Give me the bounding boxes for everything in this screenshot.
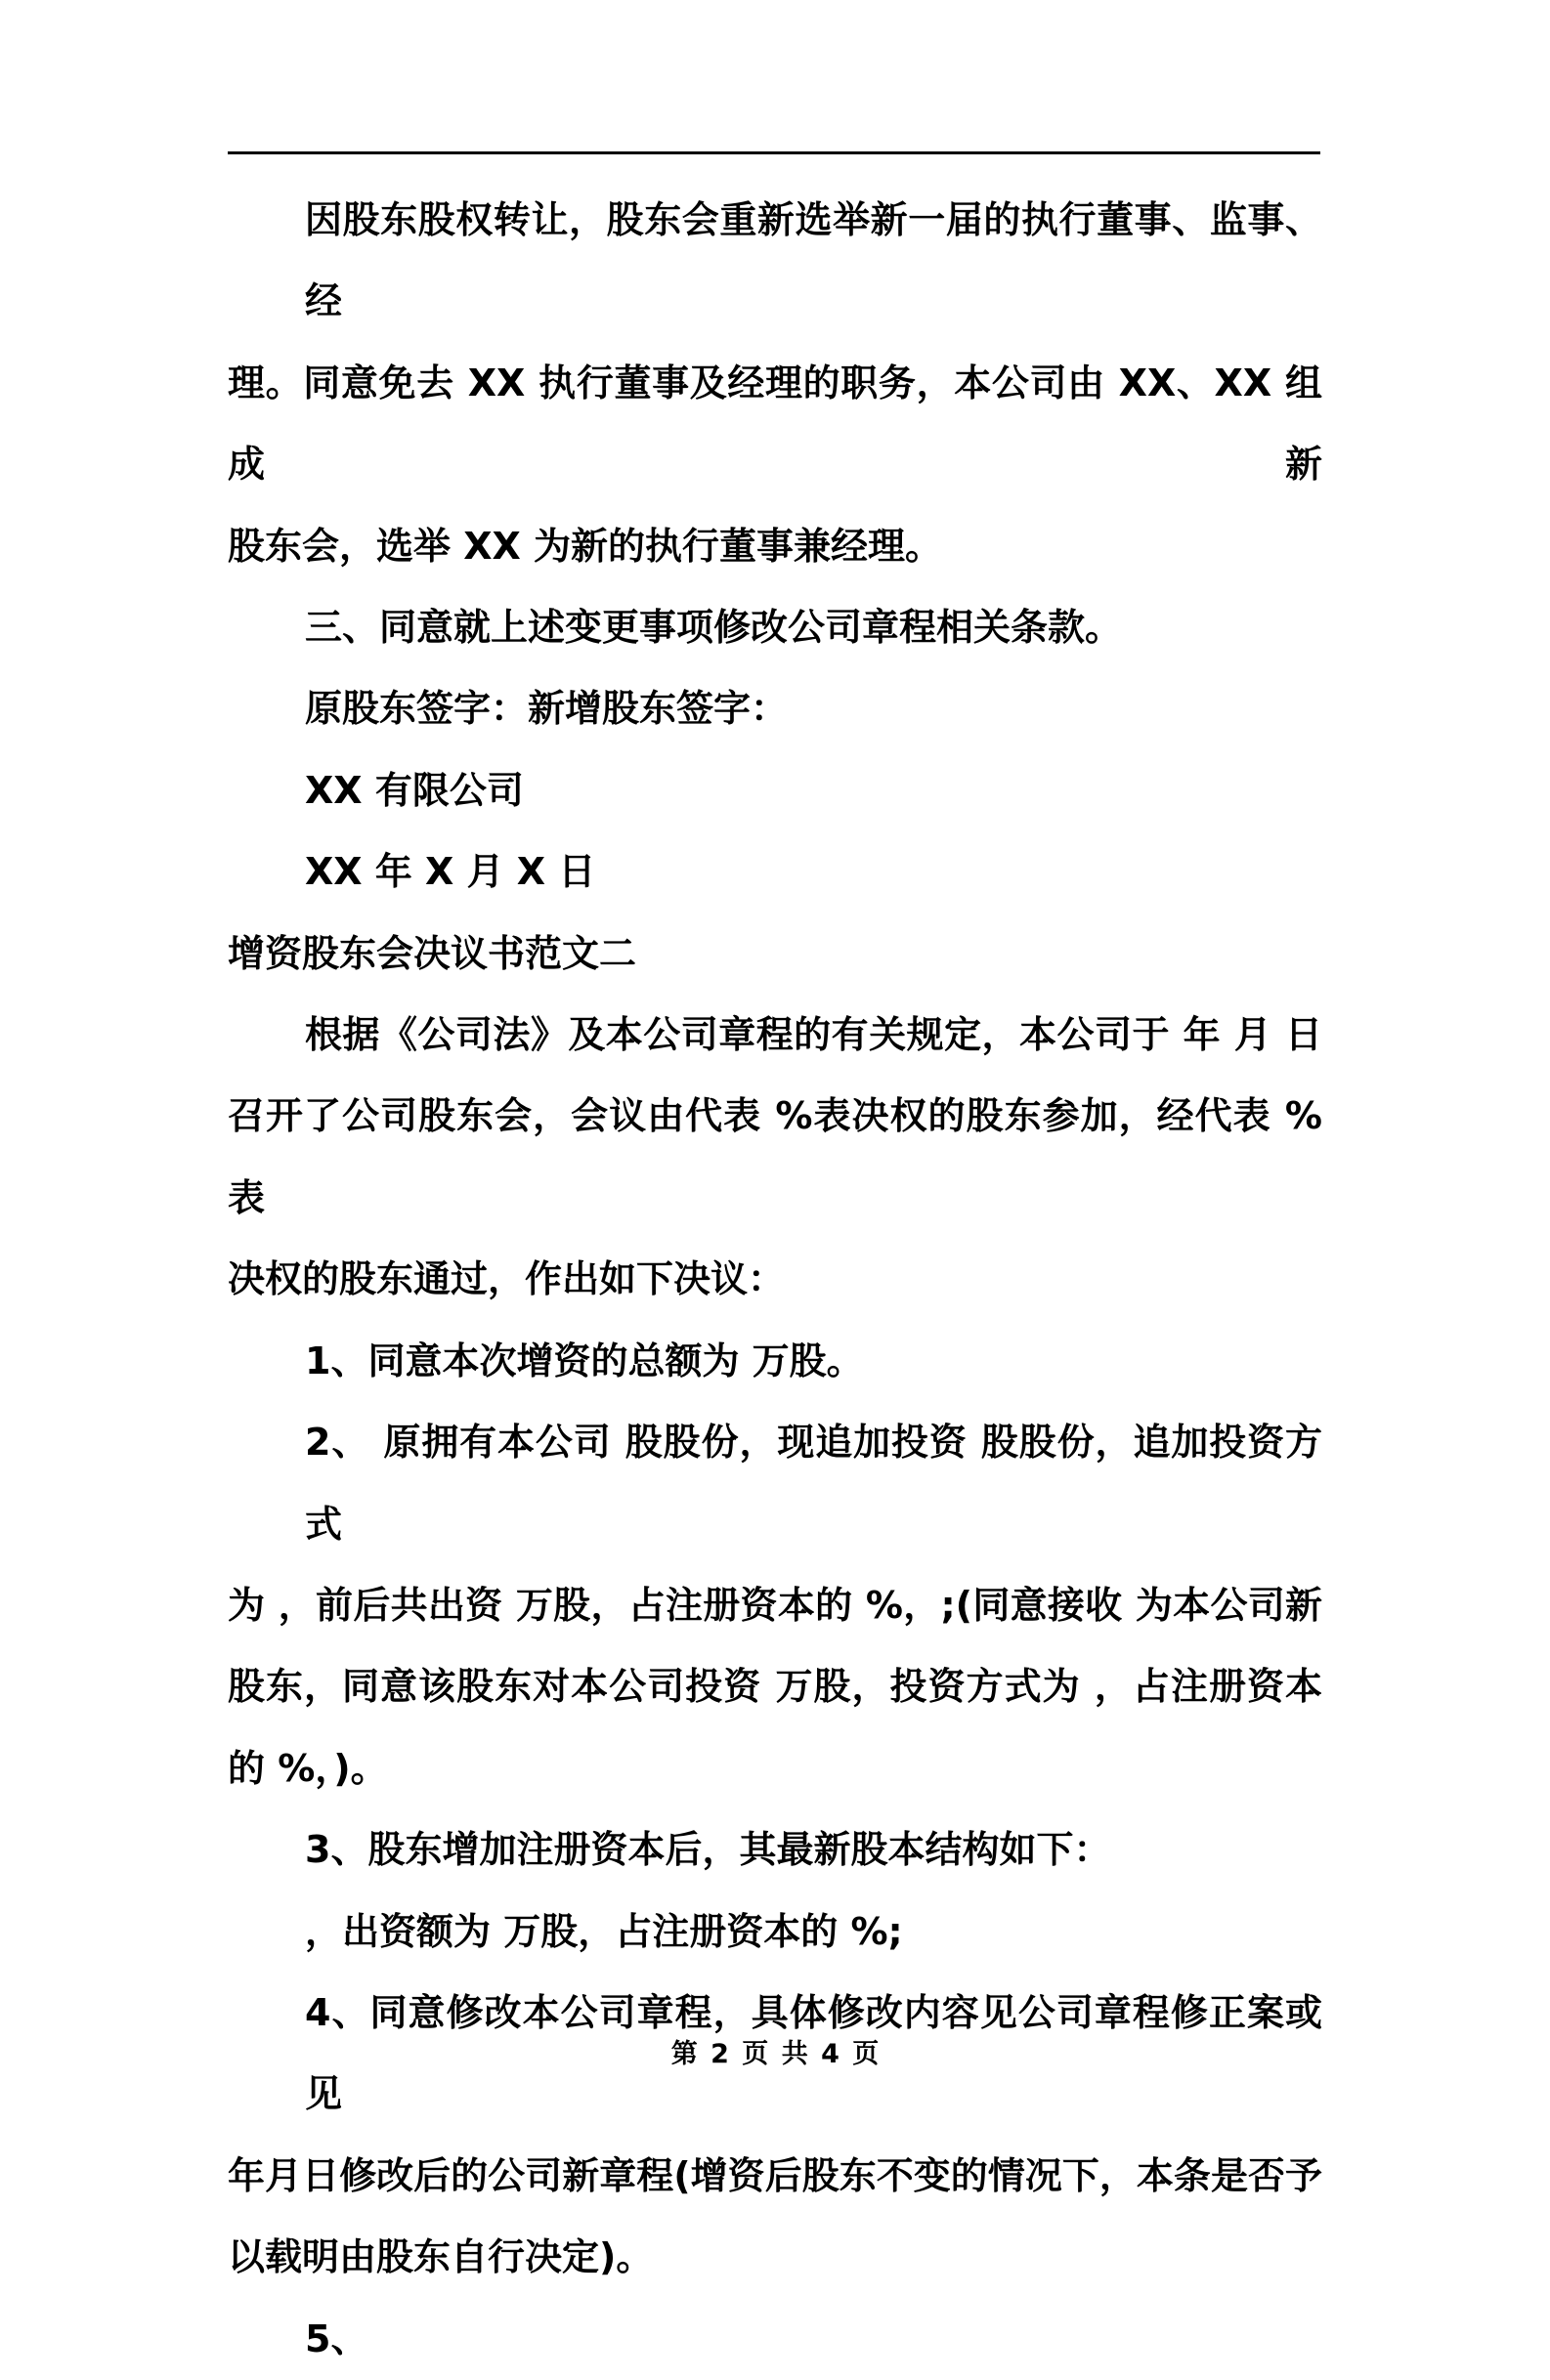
header-rule bbox=[228, 151, 1320, 154]
text-line: 的 %，)。 bbox=[228, 1746, 388, 1790]
text-line: 为 ，前后共出资 万股，占注册资本的 %，;(同意接收 为本公司新 bbox=[228, 1583, 1322, 1627]
text-line: XX 有限公司 bbox=[305, 768, 524, 812]
text-line: 三、同意就上述变更事项修改公司章程相关条款。 bbox=[305, 606, 1123, 650]
text-line: 年月日修改后的公司新章程(增资后股东不变的情况下，本条是否予 bbox=[228, 2153, 1322, 2197]
text-line: 召开了公司股东会，会议由代表 %表决权的股东参加，经代表 %表 bbox=[228, 1094, 1322, 1219]
text-line: 股东会，选举 XX 为新的执行董事兼经理。 bbox=[228, 524, 943, 568]
text-line: 因股东股权转让，股东会重新选举新一届的执行董事、监事、经 bbox=[305, 198, 1322, 323]
text-line: 原股东签字：新增股东签字： bbox=[305, 687, 789, 731]
text-line: 1、同意本次增资的总额为 万股。 bbox=[305, 1339, 864, 1382]
text-line: XX 年 X 月 X 日 bbox=[305, 850, 596, 894]
text-line: 5、 bbox=[305, 2316, 368, 2360]
text-line: 理。同意免去 XX 执行董事及经理的职务，本公司由 XX、XX 组成新 bbox=[228, 361, 1322, 487]
text-line: 2、 原拥有本公司 股股份，现追加投资 股股份，追加投资方式 bbox=[305, 1421, 1322, 1546]
page-footer bbox=[0, 2032, 1550, 2070]
text-line: 3、股东增加注册资本后，其最新股本结构如下： bbox=[305, 1828, 1111, 1872]
text-line: 根据《公司法》及本公司章程的有关规定，本公司于 年 月 日 bbox=[305, 1013, 1322, 1057]
text-line: ，出资额为 万股，占注册资本的 %; bbox=[305, 1909, 903, 1953]
page-indicator: 第 2 页 共 4 页 bbox=[670, 2039, 880, 2069]
text-line: 决权的股东通过，作出如下决议： bbox=[228, 1257, 786, 1301]
text-line: 4、同意修改本公司章程，具体修改内容见公司章程修正案或见 bbox=[305, 1990, 1322, 2116]
text-line: 股东，同意该股东对本公司投资 万股，投资方式为 ，占注册资本 bbox=[228, 1665, 1322, 1709]
text-line: 以载明由股东自行决定)。 bbox=[228, 2235, 654, 2279]
text-line: 增资股东会决议书范文二 bbox=[228, 931, 637, 975]
